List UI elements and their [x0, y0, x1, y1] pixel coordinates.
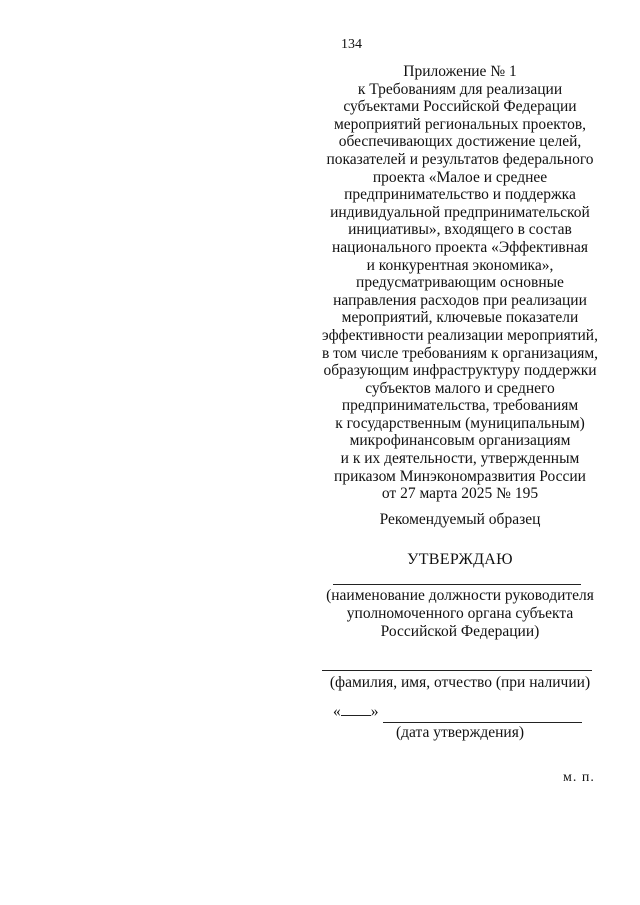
date-signature-line	[383, 722, 582, 723]
seal-mark: м. п.	[563, 770, 595, 785]
appendix-line: предпринимательства, требованиям	[341, 397, 579, 415]
approval-date-field	[333, 703, 379, 721]
appendix-line: индивидуальной предпринимательской	[330, 203, 590, 221]
appendix-line: субъектов малого и среднего	[365, 379, 555, 397]
appendix-line: показателей и результатов федерального	[326, 150, 594, 168]
appendix-line: к государственным (муниципальным)	[335, 414, 585, 432]
appendix-line: к Требованиям для реализации	[357, 80, 563, 98]
day-blank	[341, 703, 371, 716]
name-caption: (фамилия, имя, отчество (при наличии)	[329, 674, 591, 691]
position-caption	[300, 587, 620, 641]
position-signature-line	[333, 584, 581, 585]
position-caption-line: уполномоченного органа субъекта	[346, 605, 574, 622]
appendix-line: национального проекта «Эффективная	[331, 238, 589, 256]
appendix-line: от 27 марта 2025 № 195	[381, 485, 539, 503]
appendix-line: обеспечивающих достижение целей,	[338, 133, 582, 151]
appendix-line: Приложение № 1	[403, 63, 517, 80]
date-caption: (дата утверждения)	[396, 724, 524, 741]
position-caption-line: (наименование должности руководителя	[326, 587, 594, 604]
appendix-line: и конкурентная экономика»,	[366, 256, 554, 274]
appendix-line: образующим инфраструктуру поддержки	[323, 362, 597, 380]
appendix-heading-block	[290, 63, 630, 503]
recommended-sample-label: Рекомендуемый образец	[379, 511, 541, 528]
appendix-line: предусматривающим основные	[356, 274, 564, 292]
name-signature-line	[322, 670, 592, 671]
appendix-line: субъектами Российской Федерации	[343, 98, 577, 116]
appendix-line: и к их деятельности, утвержденным	[340, 450, 580, 468]
appendix-line: инициативы», входящего в состав	[348, 221, 572, 239]
page-number: 134	[341, 37, 362, 52]
date-close-quote: »	[370, 703, 379, 720]
approve-heading: УТВЕРЖДАЮ	[407, 551, 513, 568]
appendix-line: предпринимательство и поддержка	[344, 186, 576, 204]
appendix-line: проекта «Малое и среднее	[372, 168, 548, 186]
position-caption-line: Российской Федерации)	[380, 623, 540, 640]
appendix-line: направления расходов при реализации	[333, 291, 587, 309]
appendix-line: эффективности реализации мероприятий,	[322, 326, 598, 344]
date-open-quote: «	[333, 703, 341, 720]
appendix-line: мероприятий региональных проектов,	[333, 115, 587, 133]
appendix-line: мероприятий, ключевые показатели	[341, 309, 579, 327]
appendix-line: в том числе требованиям к организациям,	[321, 344, 599, 362]
appendix-line: микрофинансовым организациям	[349, 432, 571, 450]
appendix-line: приказом Минэкономразвития России	[334, 467, 586, 485]
